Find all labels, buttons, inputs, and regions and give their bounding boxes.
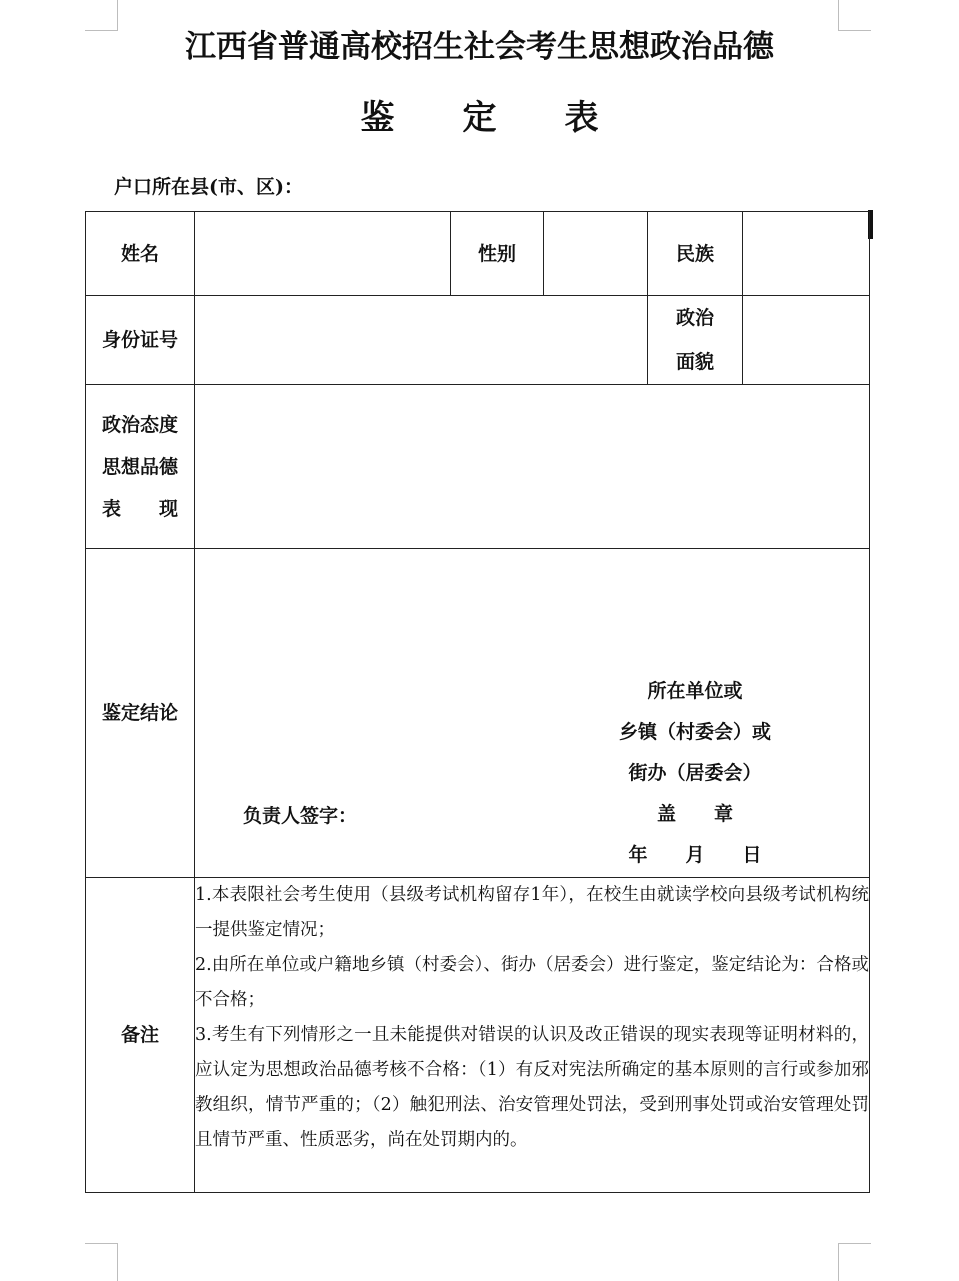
conclusion-label: 鉴定结论 bbox=[86, 549, 195, 878]
ethnicity-field[interactable] bbox=[743, 212, 870, 296]
political-status-label-line2: 面貌 bbox=[675, 351, 714, 373]
id-number-field[interactable] bbox=[195, 296, 648, 385]
name-field[interactable] bbox=[195, 212, 451, 296]
date-year: 年 bbox=[628, 844, 648, 866]
performance-label bbox=[86, 385, 195, 549]
appraisal-form-table bbox=[85, 211, 870, 1193]
conclusion-field[interactable] bbox=[195, 549, 870, 878]
date-day: 日 bbox=[742, 844, 762, 866]
crop-mark-bottom-right bbox=[838, 1243, 871, 1281]
remarks-label: 备注 bbox=[86, 878, 195, 1193]
document-subtitle: 鉴 定 表 bbox=[360, 98, 599, 138]
gender-label: 性别 bbox=[451, 212, 544, 296]
political-status-field[interactable] bbox=[743, 296, 870, 385]
stamp-line-unit: 所在单位或 bbox=[647, 680, 743, 702]
remark-item-2: 2.由所在单位或户籍地乡镇（村委会）、街办（居委会）进行鉴定，鉴定结论为：合格或不合格； bbox=[195, 955, 869, 1010]
political-status-label bbox=[648, 296, 743, 385]
household-county-label: 户口所在县(市、区)： bbox=[114, 176, 303, 198]
performance-label-line1: 政治态度 bbox=[101, 413, 178, 436]
stamp-line-seal: 盖 章 bbox=[656, 803, 733, 825]
performance-label-line3: 表 现 bbox=[101, 497, 178, 520]
signer-label: 负责人签字： bbox=[243, 805, 358, 827]
ethnicity-label: 民族 bbox=[648, 212, 743, 296]
stamp-block bbox=[555, 671, 835, 876]
performance-field[interactable] bbox=[195, 385, 870, 549]
stamp-line-subdistrict: 街办（居委会） bbox=[628, 762, 762, 784]
remarks-content bbox=[195, 878, 870, 1193]
id-number-label: 身份证号 bbox=[86, 296, 195, 385]
remark-item-1: 1.本表限社会考生使用（县级考试机构留存1年），在校生由就读学校向县级考试机构统一提供鉴定情况； bbox=[195, 885, 869, 940]
performance-label-line2: 思想品德 bbox=[101, 455, 178, 478]
remark-item-3: 3.考生有下列情形之一且未能提供对错误的认识及改正错误的现实表现等证明材料的，应认定为思想政治品德考核不合格：（1）有反对宪法所确定的基本原则的言行或参加邪教组织，情节严重的；（2）触犯刑法、治安管理处罚法，受到刑事处罚或治安管理处罚且情节严重、性质恶劣，尚在处罚期内的。 bbox=[195, 1025, 869, 1150]
gender-field[interactable] bbox=[544, 212, 648, 296]
document-title: 江西省普通高校招生社会考生思想政治品德 bbox=[185, 29, 774, 65]
stamp-line-township: 乡镇（村委会）或 bbox=[618, 721, 771, 743]
political-status-label-line1: 政治 bbox=[675, 307, 714, 329]
crop-mark-bottom-left bbox=[85, 1243, 118, 1281]
date-line bbox=[555, 835, 835, 876]
name-label: 姓名 bbox=[86, 212, 195, 296]
date-month: 月 bbox=[685, 844, 705, 866]
